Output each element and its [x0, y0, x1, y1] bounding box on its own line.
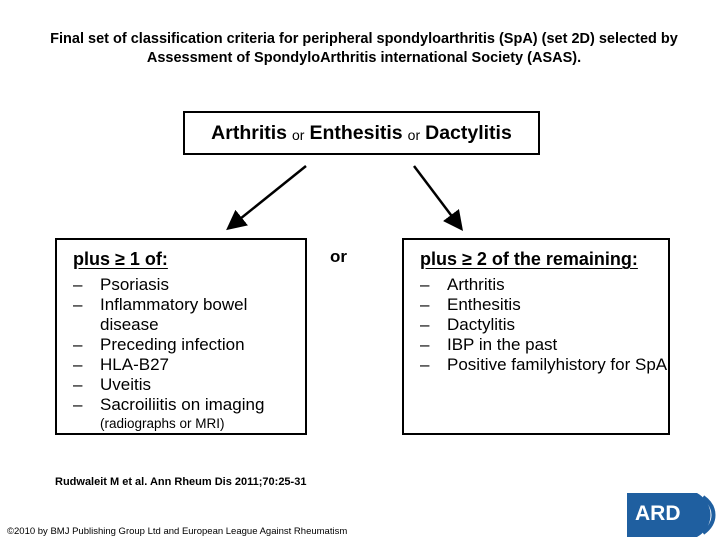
- or-connector-1: or: [292, 127, 305, 143]
- item-text: Inflammatory bowel disease: [100, 295, 248, 334]
- dash: –: [73, 335, 83, 354]
- term-enthesitis: Enthesitis: [309, 121, 403, 144]
- list-item: [73, 395, 300, 432]
- dash: –: [420, 335, 430, 354]
- item-text: Arthritis: [447, 275, 505, 294]
- middle-or-label: or: [330, 247, 347, 266]
- logo-text: ARD: [635, 502, 681, 525]
- list-item: [73, 355, 300, 375]
- item-note: (radiographs or MRI): [100, 416, 225, 431]
- citation: Rudwaleit M et al. Ann Rheum Dis 2011;70:25-31: [55, 476, 307, 488]
- dash: –: [73, 375, 83, 394]
- list-item: [420, 295, 683, 315]
- dash: –: [73, 295, 83, 314]
- dash: –: [420, 275, 430, 294]
- or-connector-2: or: [407, 127, 421, 143]
- item-text: HLA-B27: [100, 355, 169, 374]
- copyright: ©2010 by BMJ Publishing Group Ltd and European League Against Rheumatism: [7, 526, 348, 537]
- list-item: [73, 335, 300, 355]
- list-item: [420, 355, 683, 375]
- item-text: Positive familyhistory for SpA: [447, 355, 668, 374]
- dash: –: [420, 355, 430, 374]
- figure-title: Final set of classification criteria for peripheral spondyloarthritis (SpA) (set 2D) selected by Assessment of SpondyloArthritis international Society (ASAS).: [50, 31, 678, 66]
- list-item: [73, 375, 300, 395]
- list-item: [420, 335, 683, 355]
- arrow-left: [230, 166, 306, 227]
- dash: –: [73, 275, 83, 294]
- list-item: [73, 295, 300, 335]
- plus-one-heading: plus ≥ 1 of:: [73, 249, 168, 269]
- term-dactylitis: Dactylitis: [425, 121, 512, 144]
- dash: –: [420, 315, 430, 334]
- item-text: Psoriasis: [100, 275, 169, 294]
- list-item: [420, 315, 683, 335]
- arrow-right: [414, 166, 460, 227]
- plus-two-heading: plus ≥ 2 of the remaining:: [420, 249, 638, 269]
- plus-two-list: [420, 275, 683, 375]
- dash: –: [73, 355, 83, 374]
- list-item: [73, 275, 300, 295]
- list-item: [420, 275, 683, 295]
- plus-one-box: [55, 238, 307, 435]
- plus-two-box: [402, 238, 670, 435]
- item-text: Enthesitis: [447, 295, 521, 314]
- item-text: IBP in the past: [447, 335, 558, 354]
- ard-logo: [627, 493, 723, 537]
- item-text: Dactylitis: [447, 315, 516, 334]
- dash: –: [420, 295, 430, 314]
- dash: –: [73, 395, 83, 414]
- item-text: Uveitis: [100, 375, 152, 394]
- item-text: Sacroiliitis on imaging: [100, 395, 265, 414]
- term-arthritis: Arthritis: [211, 121, 288, 144]
- plus-one-list: [73, 275, 300, 432]
- item-text: Preceding infection: [100, 335, 245, 354]
- entry-criteria-box: [183, 111, 540, 155]
